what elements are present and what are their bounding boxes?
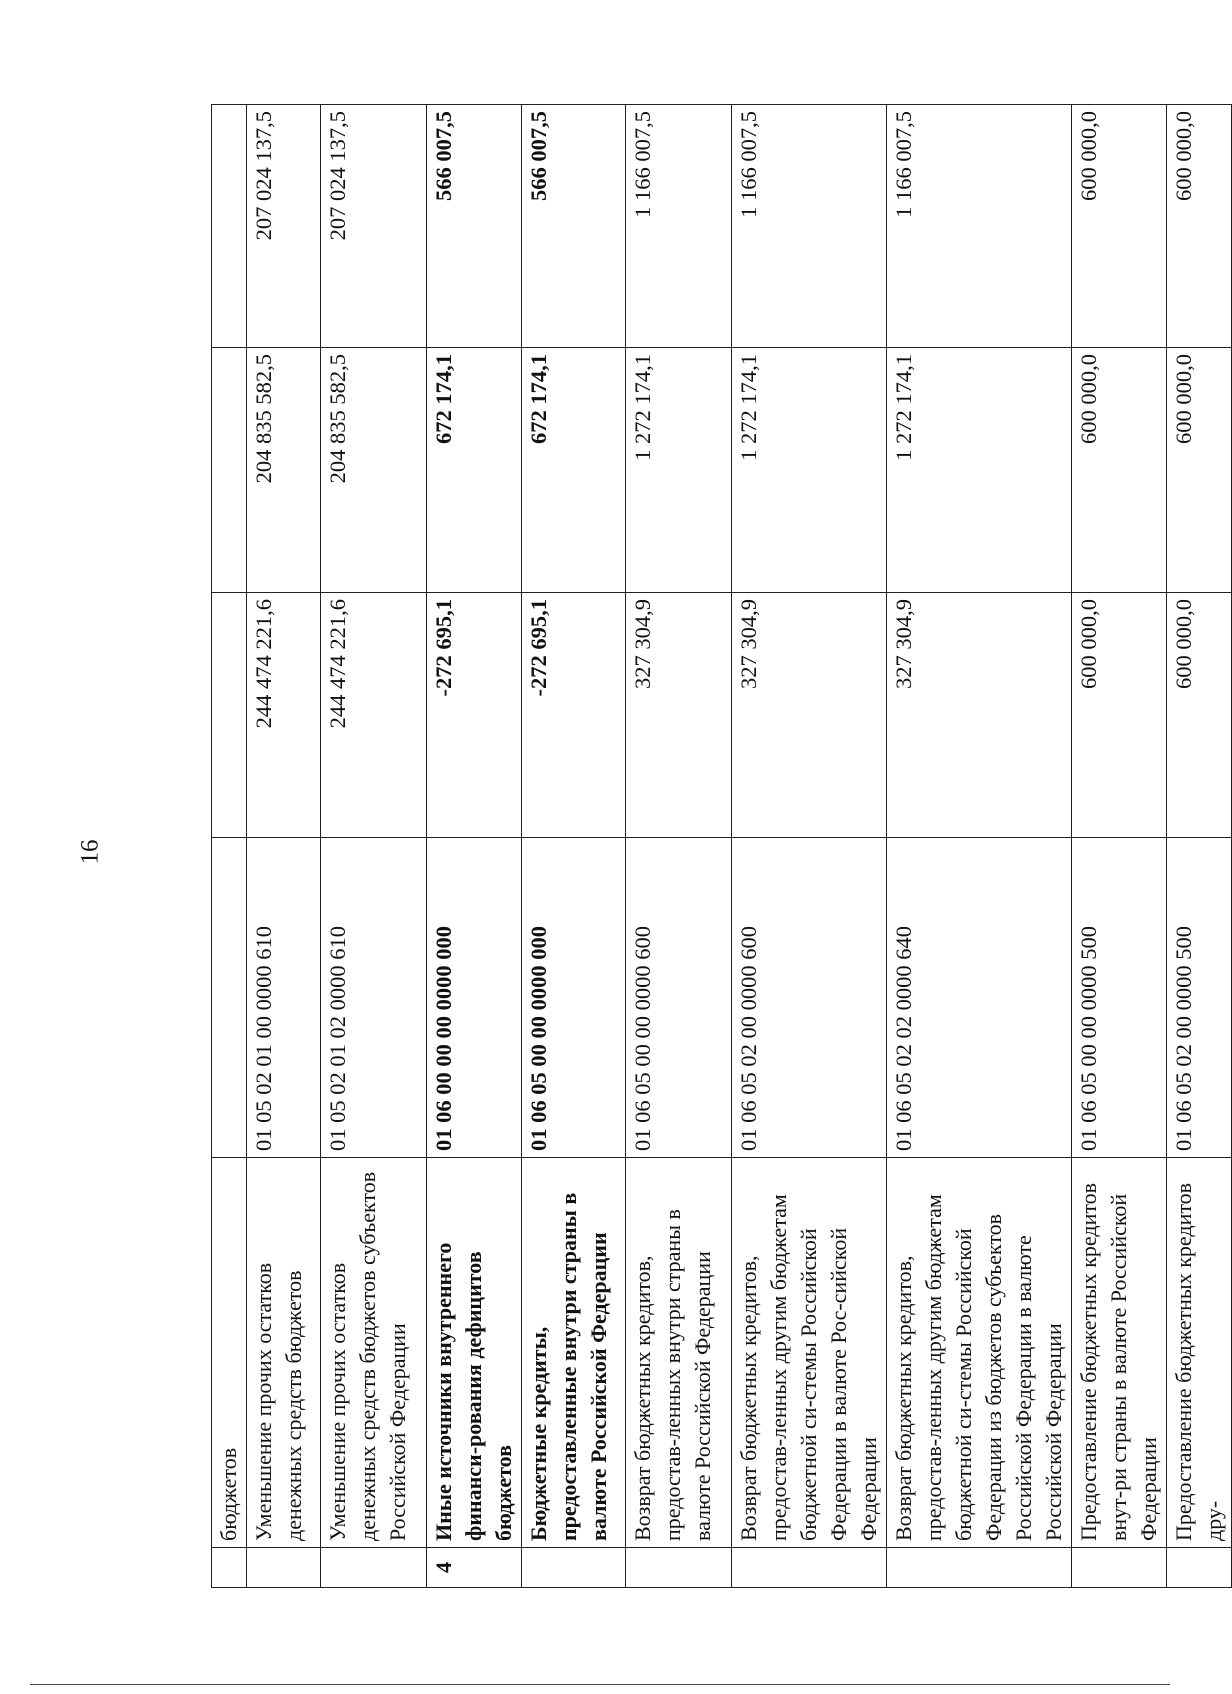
row-number-cell: 4 — [427, 1548, 522, 1588]
row-value-3-cell: 600 000,0 — [1072, 105, 1167, 348]
row-name-cell: Возврат бюджетных кредитов, предостав-ленных другим бюджетам бюджетной си-стемы Российской Федерации в валюте Рос-сийской Федерации — [732, 1158, 887, 1548]
row-value-2-cell: 1 272 174,1 — [887, 348, 1072, 593]
row-name-cell: Предоставление бюджетных кредитов внут-ри страны в валюте Российской Федерации — [1072, 1158, 1167, 1548]
row-code-cell: 01 06 05 00 00 0000 000 — [522, 838, 626, 1158]
row-number-cell — [1072, 1548, 1167, 1588]
table-row — [732, 105, 887, 1588]
row-name-cell: Предоставление бюджетных кредитов дру- — [1167, 1158, 1232, 1548]
table-row — [626, 105, 732, 1588]
row-name-cell: Возврат бюджетных кредитов, предостав-ленных другим бюджетам бюджетной си-стемы Российской Федерации из бюджетов субъектов Российской Федерации в валюте Российской Федерации — [887, 1158, 1072, 1548]
row-number-cell — [247, 1548, 321, 1588]
row-code-cell: 01 06 00 00 00 0000 000 — [427, 838, 522, 1158]
budget-sources-table — [211, 104, 1232, 1588]
row-value-1-cell: 327 304,9 — [626, 593, 732, 838]
row-number-cell — [887, 1548, 1072, 1588]
row-value-3-cell: 600 000,0 — [1167, 105, 1232, 348]
row-value-3-cell — [212, 105, 247, 348]
row-code-cell: 01 06 05 02 00 0000 600 — [732, 838, 887, 1158]
table-row — [321, 105, 427, 1588]
row-number-cell — [522, 1548, 626, 1588]
row-value-2-cell: 672 174,1 — [427, 348, 522, 593]
row-value-3-cell: 207 024 137,5 — [321, 105, 427, 348]
row-name-cell: бюджетов — [212, 1158, 247, 1548]
row-number-cell — [732, 1548, 887, 1588]
row-number-cell — [626, 1548, 732, 1588]
row-value-1-cell: 327 304,9 — [732, 593, 887, 838]
table-row — [247, 105, 321, 1588]
row-name-cell: Бюджетные кредиты, предоставленные внутри страны в валюте Российской Федерации — [522, 1158, 626, 1548]
row-value-2-cell: 1 272 174,1 — [732, 348, 887, 593]
row-value-1-cell — [212, 593, 247, 838]
table-row — [427, 105, 522, 1588]
row-number-cell — [212, 1548, 247, 1588]
rotated-table-container — [211, 105, 1226, 1588]
row-value-1-cell: 600 000,0 — [1072, 593, 1167, 838]
table-row — [1167, 105, 1232, 1588]
page-number: 16 — [76, 839, 104, 865]
row-value-2-cell: 204 835 582,5 — [321, 348, 427, 593]
table-row — [887, 105, 1072, 1588]
row-value-3-cell: 1 166 007,5 — [887, 105, 1072, 348]
table-row — [522, 105, 626, 1588]
bottom-rule — [30, 1684, 1170, 1685]
row-code-cell: 01 05 02 01 02 0000 610 — [321, 838, 427, 1158]
table-row — [212, 105, 247, 1588]
row-value-1-cell: 244 474 221,6 — [247, 593, 321, 838]
table-row — [1072, 105, 1167, 1588]
row-value-3-cell: 1 166 007,5 — [626, 105, 732, 348]
row-code-cell: 01 06 05 00 00 0000 600 — [626, 838, 732, 1158]
row-value-2-cell: 600 000,0 — [1072, 348, 1167, 593]
row-name-cell: Уменьшение прочих остатков денежных средств бюджетов — [247, 1158, 321, 1548]
row-value-3-cell: 207 024 137,5 — [247, 105, 321, 348]
row-code-cell — [212, 838, 247, 1158]
row-value-2-cell: 600 000,0 — [1167, 348, 1232, 593]
row-value-1-cell: 600 000,0 — [1167, 593, 1232, 838]
row-value-2-cell: 672 174,1 — [522, 348, 626, 593]
row-code-cell: 01 05 02 01 00 0000 610 — [247, 838, 321, 1158]
row-value-1-cell: -272 695,1 — [427, 593, 522, 838]
row-code-cell: 01 06 05 00 00 0000 500 — [1072, 838, 1167, 1158]
table-body — [212, 105, 1232, 1588]
row-code-cell: 01 06 05 02 02 0000 640 — [887, 838, 1072, 1158]
row-value-2-cell: 1 272 174,1 — [626, 348, 732, 593]
row-value-1-cell: 327 304,9 — [887, 593, 1072, 838]
row-value-1-cell: -272 695,1 — [522, 593, 626, 838]
row-name-cell: Иные источники внутреннего финанси-рования дефицитов бюджетов — [427, 1158, 522, 1548]
row-value-3-cell: 566 007,5 — [427, 105, 522, 348]
row-number-cell — [321, 1548, 427, 1588]
row-value-3-cell: 566 007,5 — [522, 105, 626, 348]
row-number-cell — [1167, 1548, 1232, 1588]
row-value-2-cell: 204 835 582,5 — [247, 348, 321, 593]
row-name-cell: Уменьшение прочих остатков денежных средств бюджетов субъектов Российской Федерации — [321, 1158, 427, 1548]
row-value-1-cell: 244 474 221,6 — [321, 593, 427, 838]
row-value-2-cell — [212, 348, 247, 593]
row-value-3-cell: 1 166 007,5 — [732, 105, 887, 348]
row-name-cell: Возврат бюджетных кредитов, предостав-ленных внутри страны в валюте Российской Федерации — [626, 1158, 732, 1548]
row-code-cell: 01 06 05 02 00 0000 500 — [1167, 838, 1232, 1158]
